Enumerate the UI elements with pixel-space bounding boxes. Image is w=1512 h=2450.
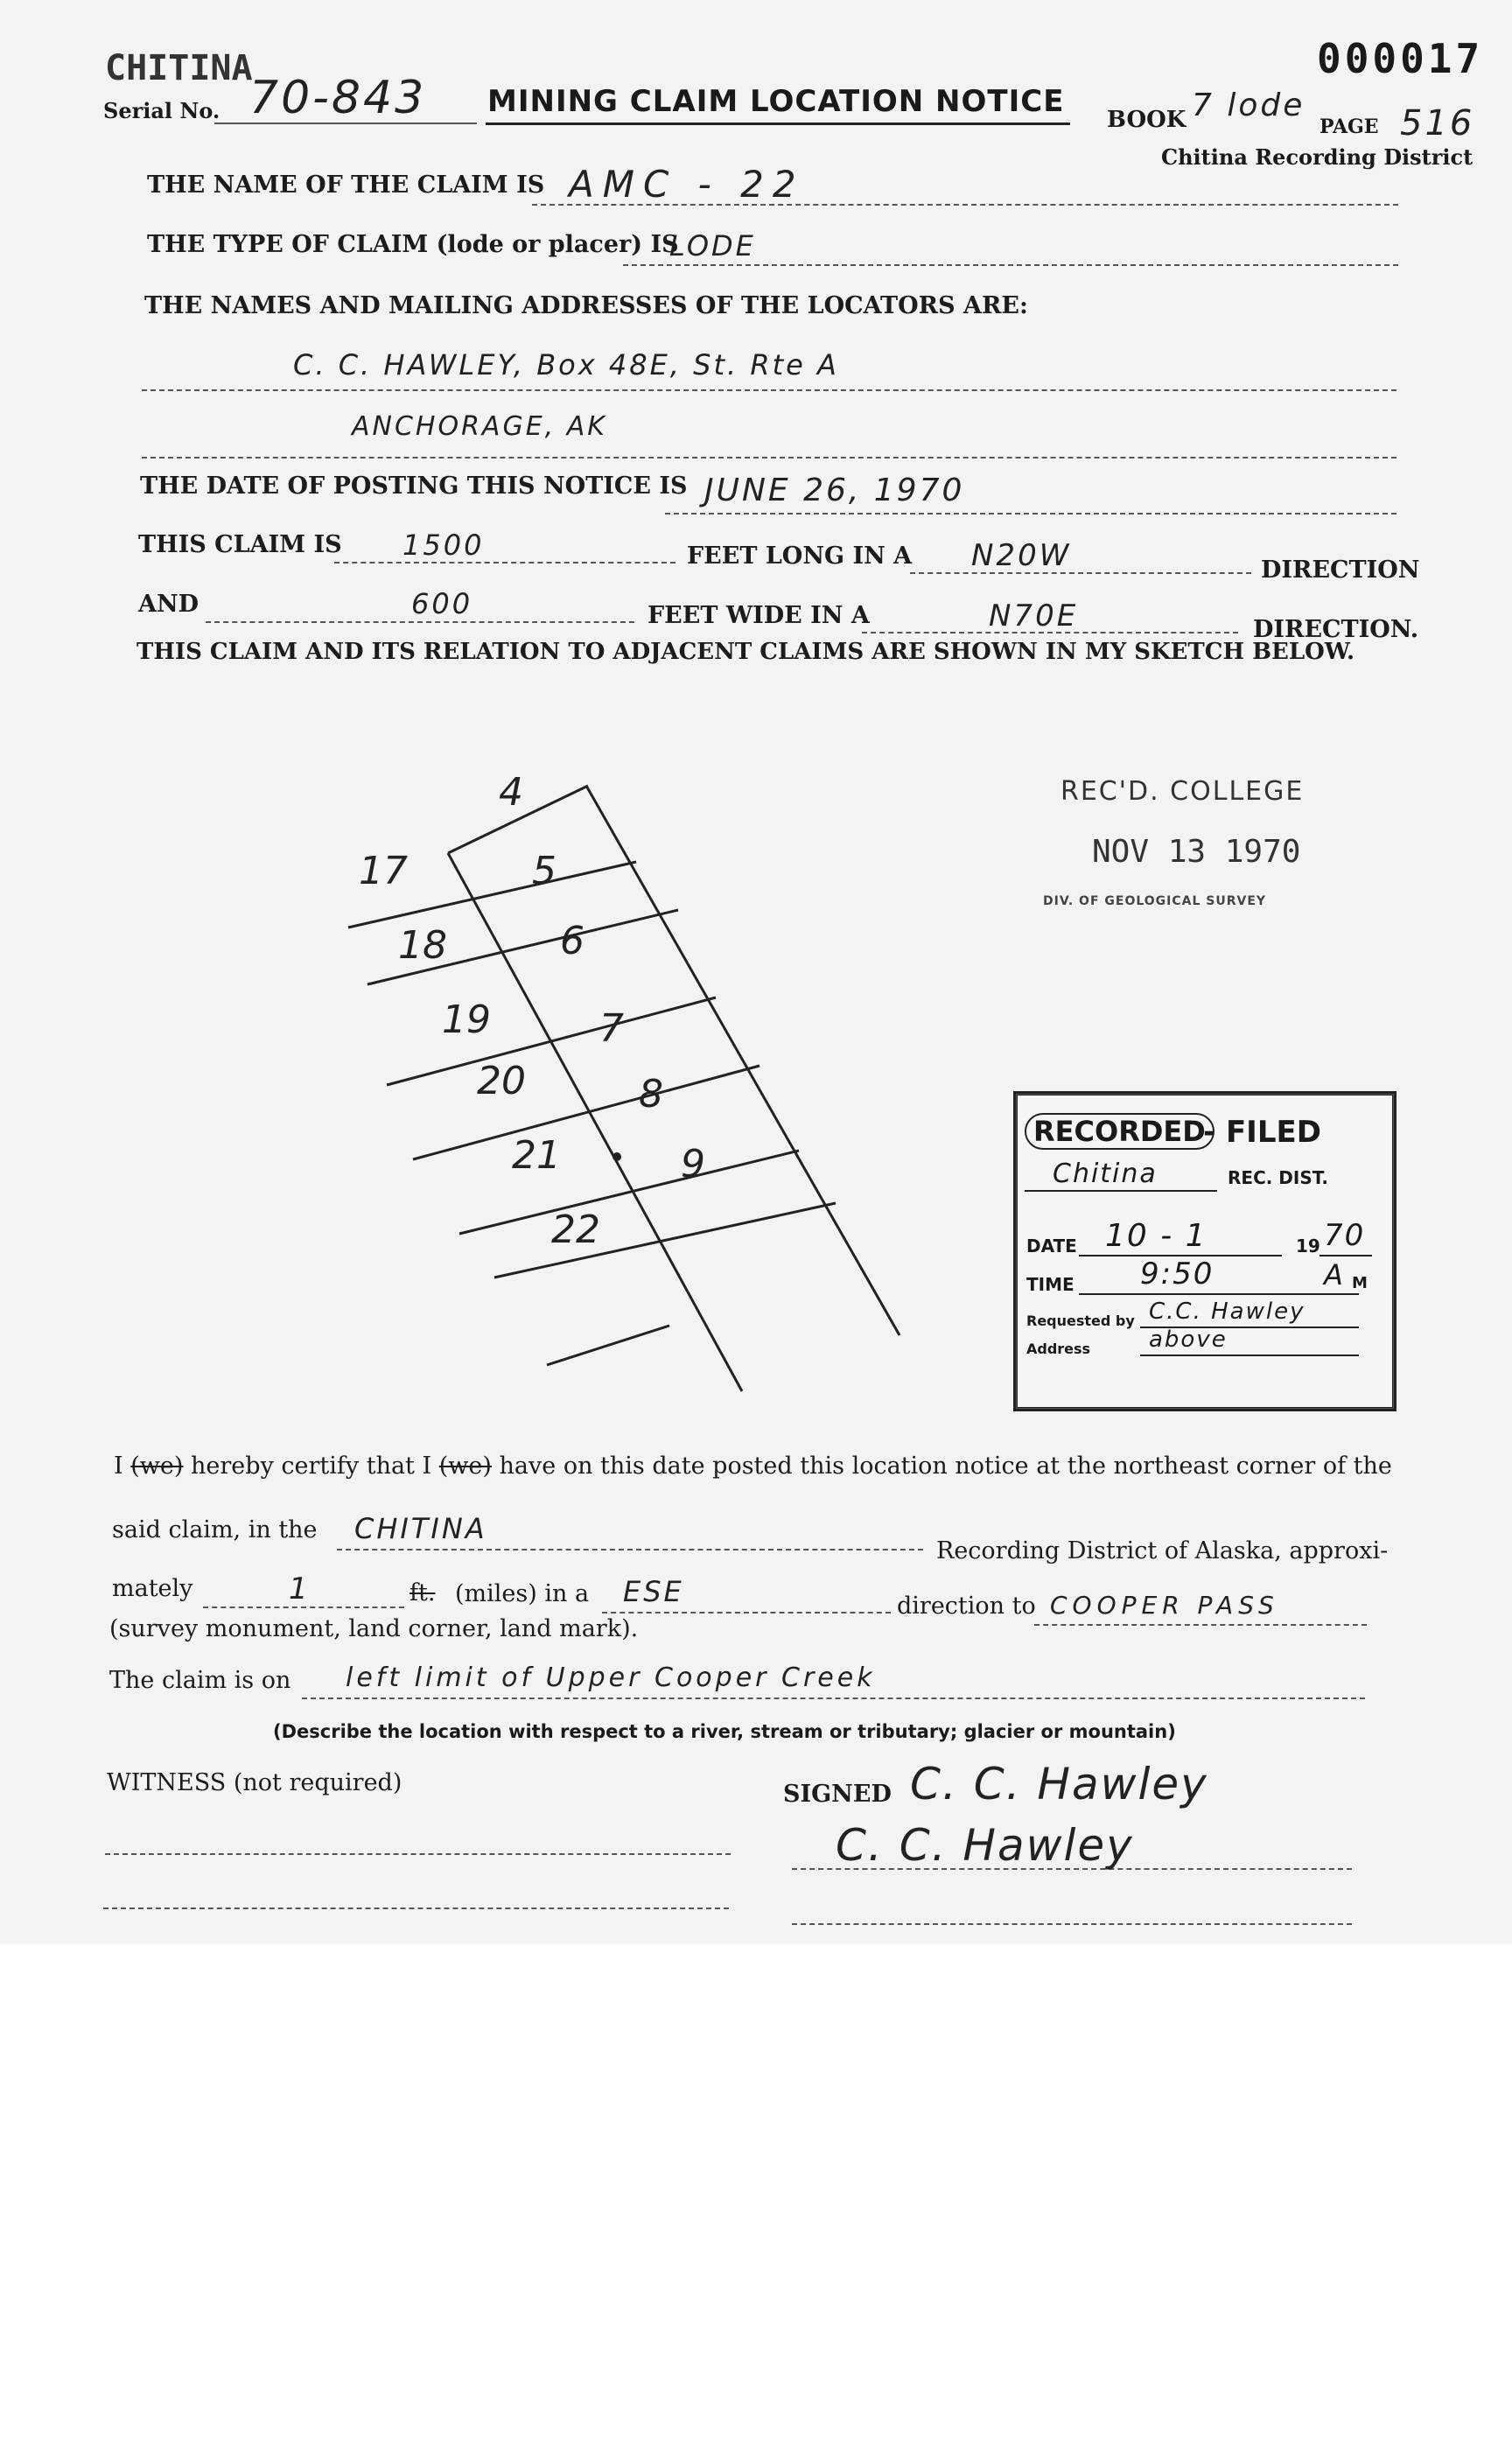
feet-wide-label: FEET WIDE IN A bbox=[648, 602, 870, 629]
claim-name-value: AMC - 22 bbox=[569, 163, 805, 206]
feet-long-label: FEET LONG IN A bbox=[687, 542, 913, 570]
received-stamp-line-1: REC'D. COLLEGE bbox=[1060, 776, 1305, 807]
stamp-m-label: M bbox=[1352, 1274, 1368, 1292]
landmark-line bbox=[1034, 1624, 1367, 1626]
sketch-label-9: 9 bbox=[681, 1142, 705, 1186]
claim-type-value: LODE bbox=[669, 229, 756, 262]
landmark-value: COOPER PASS bbox=[1050, 1591, 1279, 1620]
survey-note: (survey monument, land corner, land mark). bbox=[109, 1615, 639, 1642]
sketch-label-5: 5 bbox=[532, 849, 556, 893]
stamp-date-line bbox=[1079, 1255, 1282, 1256]
witness-line-2 bbox=[103, 1908, 729, 1909]
cert-text-2: have on this date posted this location notice at the northeast corner of the bbox=[499, 1452, 1392, 1480]
posting-date-label: THE DATE OF POSTING THIS NOTICE IS bbox=[140, 472, 688, 500]
requested-by-label: Requested by bbox=[1026, 1312, 1135, 1329]
posting-date-value: JUNE 26, 1970 bbox=[704, 472, 965, 508]
rec-district-value: Chitina bbox=[1053, 1158, 1158, 1189]
sketch-label-20: 20 bbox=[477, 1059, 526, 1103]
locators-label: THE NAMES AND MAILING ADDRESSES OF THE LOCATORS ARE: bbox=[144, 292, 1028, 319]
witness-line-1 bbox=[105, 1853, 731, 1855]
sketch-label: THIS CLAIM AND ITS RELATION TO ADJACENT CLAIMS ARE SHOWN IN MY SKETCH BELOW. bbox=[136, 639, 1354, 665]
locator-line-1-value: C. C. HAWLEY, Box 48E, St. Rte A bbox=[293, 348, 839, 382]
cert-we-1: (we) bbox=[130, 1452, 184, 1480]
stamp-time-line bbox=[1079, 1293, 1359, 1295]
recorded-filed-stamp bbox=[1013, 1091, 1396, 1411]
direction-label-2: DIRECTION. bbox=[1253, 616, 1419, 643]
cert-district-value: CHITINA bbox=[354, 1512, 487, 1545]
length-value: 1500 bbox=[402, 528, 485, 562]
said-claim-text: said claim, in the bbox=[112, 1516, 318, 1544]
sketch-label-4: 4 bbox=[499, 770, 523, 815]
sketch-divider-7 bbox=[547, 1326, 669, 1365]
rec-district-line bbox=[1025, 1190, 1217, 1192]
miles-label: (miles) in a bbox=[455, 1580, 590, 1607]
requested-by-value: C.C. Hawley bbox=[1149, 1298, 1306, 1325]
page-label: PAGE bbox=[1320, 116, 1379, 138]
recorded-label: RECORDED bbox=[1025, 1113, 1214, 1150]
width-direction-value: N70E bbox=[989, 598, 1079, 634]
sketch-label-18: 18 bbox=[398, 923, 447, 968]
sketch-label-19: 19 bbox=[442, 998, 491, 1042]
direction-to-text: direction to bbox=[897, 1592, 1036, 1620]
requested-by-line bbox=[1140, 1326, 1359, 1328]
cert-direction-value: ESE bbox=[623, 1575, 684, 1608]
sketch-center-line bbox=[448, 853, 742, 1391]
recording-district: Chitina Recording District bbox=[1161, 144, 1474, 170]
address-label: Address bbox=[1026, 1340, 1091, 1357]
claim-type-label: THE TYPE OF CLAIM (lode or placer) IS bbox=[147, 231, 679, 258]
claim-on-line bbox=[302, 1698, 1365, 1699]
claim-name-label: THE NAME OF THE CLAIM IS bbox=[147, 172, 545, 199]
stamp-date-value: 10 - 1 bbox=[1105, 1218, 1208, 1254]
sketch-divider-3 bbox=[387, 998, 716, 1085]
serial-number: 70-843 bbox=[249, 72, 427, 124]
address-value: above bbox=[1149, 1326, 1228, 1353]
rec-district-text: Recording District of Alaska, approxi- bbox=[936, 1537, 1389, 1564]
witness-label: WITNESS (not required) bbox=[107, 1769, 402, 1796]
sketch-label-7: 7 bbox=[599, 1006, 624, 1051]
sketch-label-8: 8 bbox=[639, 1072, 663, 1116]
cert-text-1: hereby certify that I bbox=[191, 1452, 432, 1480]
ft-label: ft. bbox=[410, 1579, 436, 1606]
serial-label: Serial No. bbox=[103, 98, 220, 123]
stamp-year-label: 19 bbox=[1296, 1236, 1320, 1256]
rec-dist-label: REC. DIST. bbox=[1228, 1167, 1328, 1188]
signature-line-2 bbox=[792, 1923, 1352, 1925]
mately-text: mately bbox=[112, 1575, 193, 1602]
signature-2: C. C. Hawley bbox=[836, 1820, 1134, 1871]
address-line bbox=[1140, 1354, 1359, 1356]
and-label: AND bbox=[138, 591, 200, 618]
describe-note: (Describe the location with respect to a river, stream or tributary; glacier or mountain) bbox=[273, 1721, 1176, 1742]
page-value: 516 bbox=[1400, 103, 1475, 144]
distance-value: 1 bbox=[289, 1572, 311, 1606]
book-label: BOOK bbox=[1107, 107, 1186, 133]
direction-line bbox=[602, 1612, 891, 1614]
signature-1: C. C. Hawley bbox=[910, 1759, 1208, 1810]
book-value: 7 lode bbox=[1192, 88, 1306, 123]
locator-line-2-value: ANCHORAGE, AK bbox=[352, 411, 607, 442]
sketch-label-22: 22 bbox=[551, 1208, 600, 1252]
filed-label: - FILED bbox=[1203, 1115, 1321, 1150]
claim-on-label: The claim is on bbox=[109, 1667, 291, 1694]
sketch-post-marker bbox=[612, 1152, 621, 1161]
sketch-label-21: 21 bbox=[512, 1133, 561, 1178]
form-title: MINING CLAIM LOCATION NOTICE bbox=[487, 84, 1065, 119]
document-number: 000017 bbox=[1317, 35, 1484, 82]
claim-length-label: THIS CLAIM IS bbox=[138, 531, 342, 558]
width-value: 600 bbox=[411, 587, 473, 620]
stamp-am-value: A bbox=[1324, 1258, 1345, 1292]
stamp-time-label: TIME bbox=[1026, 1274, 1074, 1295]
stamp-time-value: 9:50 bbox=[1140, 1256, 1214, 1292]
sketch-label-17: 17 bbox=[359, 849, 408, 893]
cert-line-1 bbox=[114, 1452, 1392, 1480]
length-direction-value: N20W bbox=[971, 538, 1072, 573]
district-stamp: CHITINA bbox=[105, 48, 253, 88]
sketch-right-boundary bbox=[586, 786, 900, 1335]
sketch-divider-6 bbox=[494, 1203, 836, 1278]
stamp-year-line bbox=[1320, 1255, 1372, 1256]
sketch-divider-4 bbox=[413, 1066, 760, 1159]
direction-label: DIRECTION bbox=[1261, 556, 1420, 584]
claim-on-value: left limit of Upper Cooper Creek bbox=[346, 1662, 876, 1693]
cert-i: I bbox=[114, 1452, 123, 1480]
sketch-label-6: 6 bbox=[560, 919, 584, 963]
received-stamp-date: NOV 13 1970 bbox=[1092, 834, 1301, 870]
signed-label: SIGNED bbox=[783, 1781, 892, 1808]
cert-we-2: (we) bbox=[438, 1452, 492, 1480]
stamp-date-label: DATE bbox=[1026, 1236, 1077, 1256]
district-line bbox=[337, 1549, 923, 1550]
stamp-year-value: 70 bbox=[1324, 1218, 1366, 1253]
received-stamp-line-3: DIV. OF GEOLOGICAL SURVEY bbox=[1043, 894, 1267, 908]
distance-line bbox=[203, 1606, 404, 1608]
